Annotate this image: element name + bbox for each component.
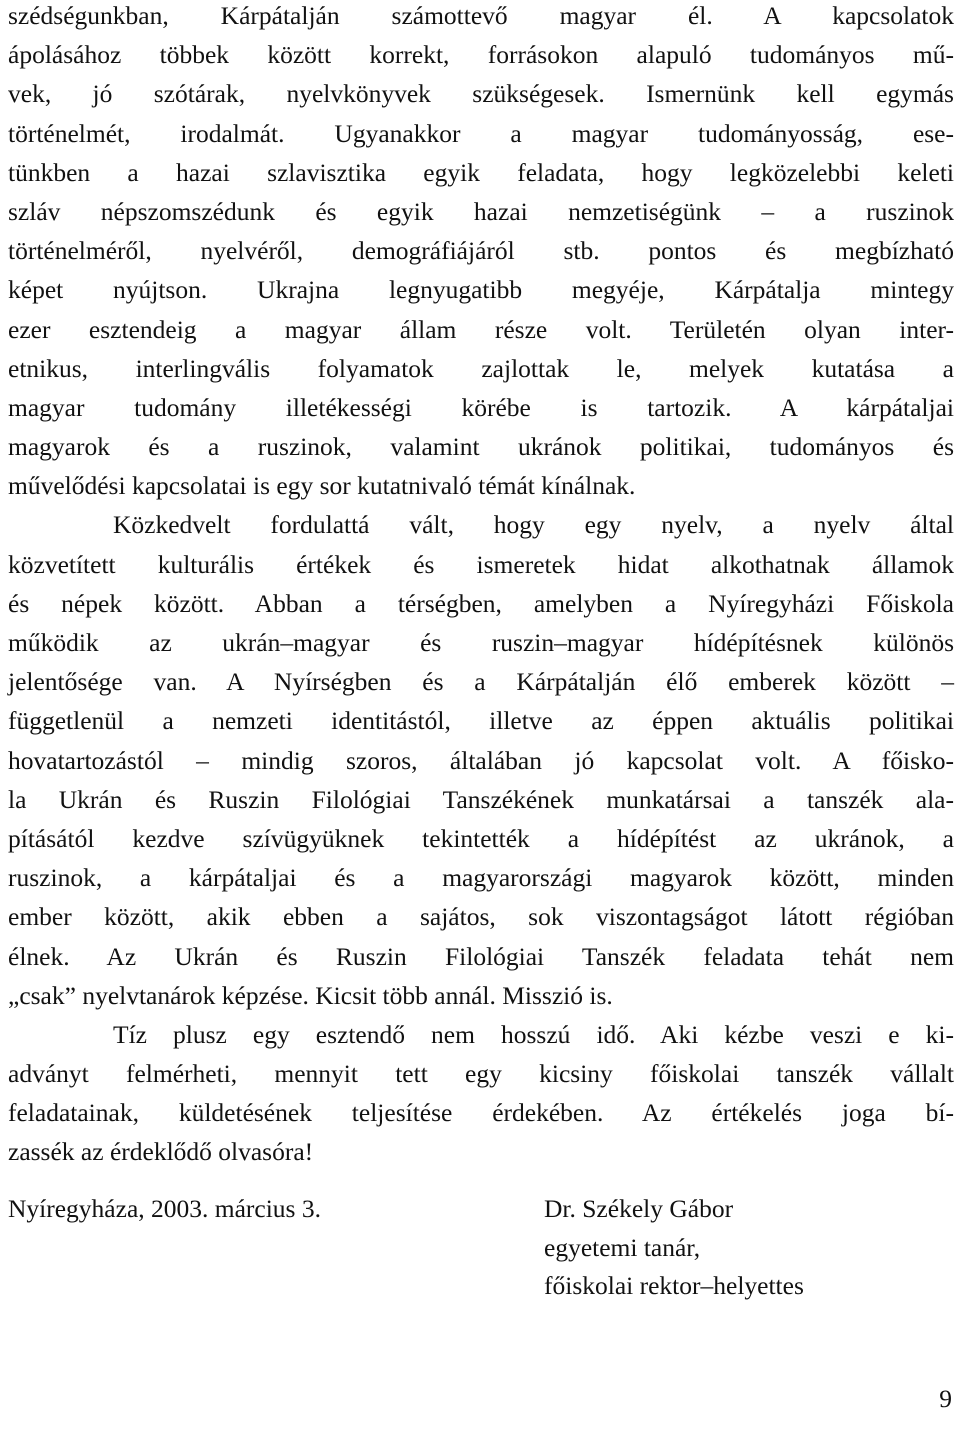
text-line: függetlenül a nemzeti identitástól, illetve az éppen aktuális politikai	[8, 706, 954, 736]
text-line: magyar tudomány illetékességi körébe is tartozik. A kárpátaljai	[8, 392, 954, 422]
text-line: ruszinok, a kárpátaljai és a magyarországi magyarok között, minden	[8, 863, 954, 893]
signature-name: Dr. Székely Gábor	[544, 1194, 734, 1223]
text-line: pításától kezdve szívügyüknek tekintették a hídépítést az ukránok, a	[8, 823, 954, 853]
place-date: Nyíregyháza, 2003. március 3.	[8, 1194, 321, 1223]
text-line: magyarok és a ruszinok, valamint ukránok politikai, tudományos és	[8, 432, 954, 462]
text-line: feladatainak, küldetésének teljesítése érdekében. Az értékelés joga bí-	[8, 1098, 954, 1128]
text-line: Tíz plusz egy esztendő nem hosszú idő. Aki kézbe veszi e ki-	[113, 1019, 954, 1049]
text-line: közvetített kulturális értékek és ismeretek hidat alkothatnak államok	[8, 549, 954, 579]
text-line: ezer esztendeig a magyar állam része volt. Területén olyan inter-	[8, 314, 954, 344]
body-text	[8, 0, 954, 1172]
signature-position: főiskolai rektor–helyettes	[544, 1271, 804, 1300]
text-line: szláv népszomszédunk és egyik hazai nemzetiségünk – a ruszinok	[8, 196, 954, 226]
text-line: működik az ukrán–magyar és ruszin–magyar hídépítésnek különös	[8, 628, 954, 657]
text-line: hovatartozástól – mindig szoros, általában jó kapcsolat volt. A főisko-	[8, 745, 954, 775]
signature-block	[544, 1190, 804, 1306]
text-line: etnikus, interlingvális folyamatok zajlottak le, melyek kutatása a	[8, 353, 954, 383]
text-line: adványt felmérheti, mennyit tett egy kicsiny főiskolai tanszék vállalt	[8, 1059, 954, 1089]
text-line: és népek között. Abban a térségben, amelyben a Nyíregyházi Főiskola	[8, 588, 954, 618]
text-line: szédségunkban, Kárpátalján számottevő magyar él. A kapcsolatok	[8, 1, 954, 30]
page-number: 9	[939, 1384, 952, 1413]
text-line: „csak” nyelvtanárok képzése. Kicsit több annál. Misszió is.	[8, 980, 613, 1010]
text-line: Közkedvelt fordulattá vált, hogy egy nyelv, a nyelv által	[113, 510, 954, 540]
signature-title: egyetemi tanár,	[544, 1232, 701, 1262]
text-line: tünkben a hazai szlavisztika egyik feladata, hogy legközelebbi keleti	[8, 157, 954, 187]
text-line: ápolásához többek között korrekt, forrásokon alapuló tudományos mű-	[8, 40, 954, 70]
text-line: élnek. Az Ukrán és Ruszin Filológiai Tanszék feladata tehát nem	[8, 941, 954, 971]
text-line: jelentősége van. A Nyírségben és a Kárpátalján élő emberek között –	[8, 667, 954, 697]
text-line: képet nyújtson. Ukrajna legnyugatibb megyéje, Kárpátalja mintegy	[8, 275, 954, 305]
text-line: ember között, akik ebben a sajátos, sok viszontagságot látott régióban	[8, 902, 954, 932]
text-line: zassék az érdeklődő olvasóra!	[8, 1137, 314, 1167]
text-line: történelmét, irodalmát. Ugyanakkor a magyar tudományosság, ese-	[8, 118, 954, 148]
text-line: la Ukrán és Ruszin Filológiai Tanszékének munkatársai a tanszék ala-	[8, 784, 954, 814]
text-line: művelődési kapcsolatai is egy sor kutatnivaló témát kínálnak.	[8, 471, 636, 501]
text-line: vek, jó szótárak, nyelvkönyvek szükségesek. Ismernünk kell egymás	[8, 79, 954, 109]
text-line: történelméről, nyelvéről, demográfiájáról stb. pontos és megbízható	[8, 236, 954, 266]
